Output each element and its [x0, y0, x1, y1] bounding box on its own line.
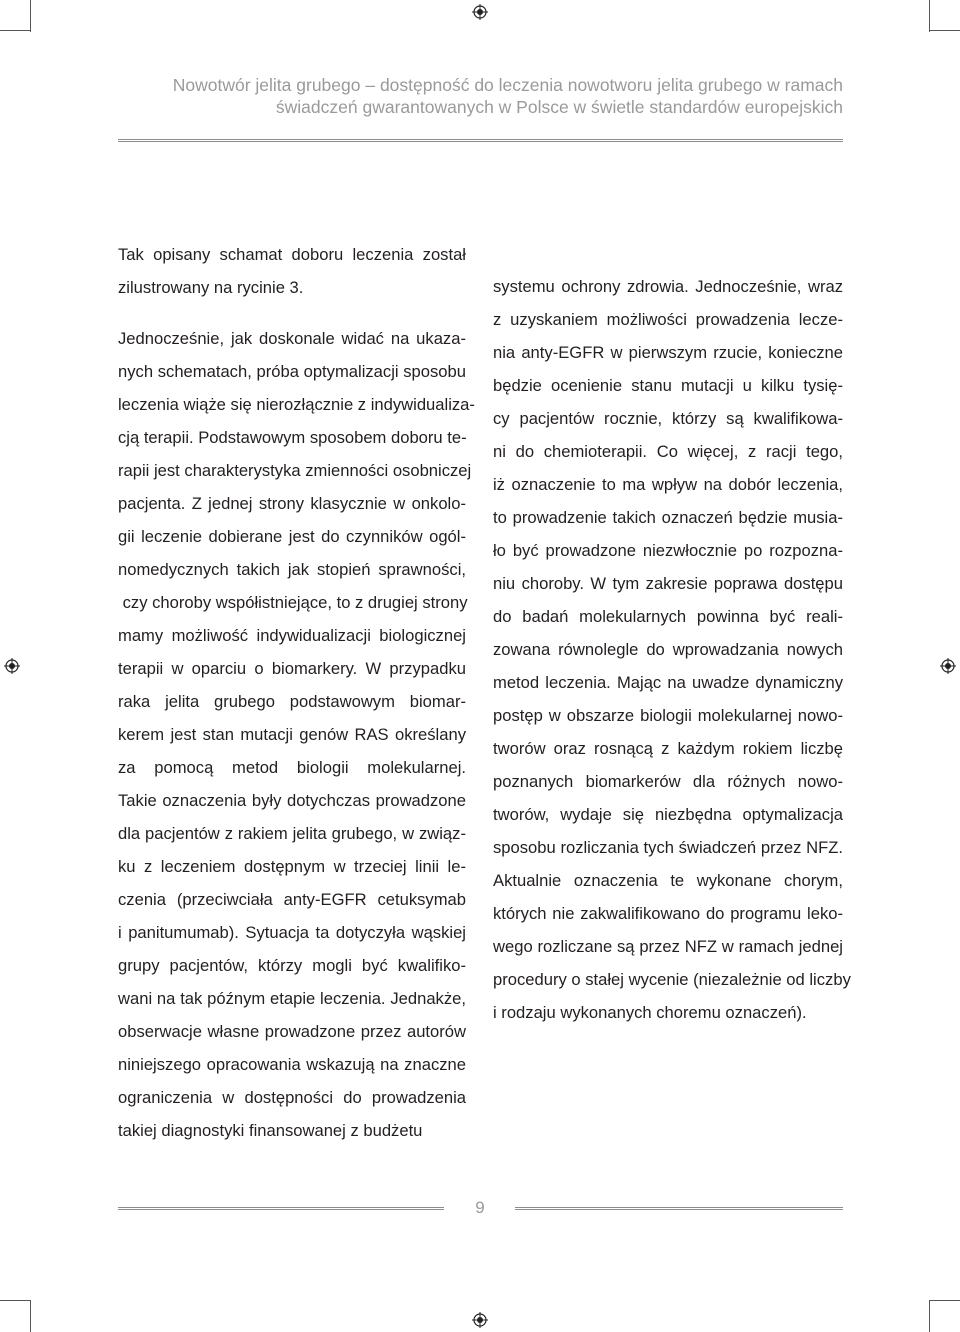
- text-line: wani na tak późnym etapie leczenia. Jednakże,: [118, 989, 466, 1008]
- text-line: ni do chemioterapii. Co więcej, z racji tego,: [493, 442, 843, 461]
- text-line: będzie ocenienie stanu mutacji u kilku tysię-: [493, 376, 843, 395]
- crop-mark: [30, 0, 31, 32]
- text-line: nych schematach, próba optymalizacji sposobu: [118, 362, 466, 381]
- text-line: niu choroby. W tym zakresie poprawa dostępu: [493, 574, 843, 593]
- text-line: Takie oznaczenia były dotychczas prowadzone: [118, 791, 466, 810]
- text-line: kerem jest stan mutacji genów RAS określany: [118, 725, 466, 744]
- text-line: do badań molekularnych powinna być reali-: [493, 607, 843, 626]
- text-line: czenia (przeciwciała anty-EGFR cetuksymab: [118, 890, 466, 909]
- page-number: 9: [475, 1198, 485, 1217]
- crop-mark: [0, 30, 30, 31]
- text-line: leczenia wiąże się nierozłącznie z indywidualiza-: [118, 395, 475, 414]
- text-line: zowana równolegle do wprowadzania nowych: [493, 640, 843, 659]
- text-line: poznanych biomarkerów dla różnych nowo-: [493, 772, 843, 791]
- text-line: nomedycznych takich jak stopień sprawności,: [118, 560, 466, 579]
- text-line: których nie zakwalifikowano do programu leko-: [493, 904, 843, 923]
- text-line: i panitumumab). Sytuacja ta dotyczyła wąskiej: [118, 923, 466, 942]
- text-line: ło być prowadzone niezwłocznie po rozpozna-: [493, 541, 843, 560]
- text-line: dla pacjentów z rakiem jelita grubego, w związ-: [118, 824, 466, 843]
- right-column: [493, 270, 851, 1029]
- text-line: postęp w obszarze biologii molekularnej nowo-: [493, 706, 843, 725]
- header-line: Nowotwór jelita grubego – dostępność do leczenia nowotworu jelita grubego w ramach: [172, 75, 843, 95]
- registration-mark-icon: [4, 658, 20, 674]
- registration-mark-icon: [472, 1312, 488, 1328]
- text-line: niniejszego opracowania wskazują na znaczne: [118, 1055, 466, 1074]
- footer-rule-left: [118, 1207, 444, 1210]
- text-line: z uzyskaniem możliwości prowadzenia lecze-: [493, 310, 843, 329]
- text-line: Tak opisany schamat doboru leczenia został: [118, 245, 466, 264]
- text-line: obserwacje własne prowadzone przez autorów: [118, 1022, 466, 1041]
- crop-mark: [929, 0, 930, 32]
- text-line: terapii w oparciu o biomarkery. W przypadku: [118, 659, 466, 678]
- text-line: mamy możliwość indywidualizacji biologicznej: [118, 626, 466, 645]
- text-line: i rodzaju wykonanych choremu oznaczeń).: [493, 1003, 807, 1022]
- text-line: raka jelita grubego podstawowym biomar-: [118, 692, 466, 711]
- left-column: [118, 238, 475, 1147]
- text-line: Jednocześnie, jak doskonale widać na ukaza-: [118, 329, 466, 348]
- text-line: gii leczenie dobierane jest do czynników ogól-: [118, 527, 466, 546]
- text-line: wego rozliczane są przez NFZ w ramach jednej: [493, 937, 843, 956]
- text-line: sposobu rozliczania tych świadczeń przez NFZ.: [493, 838, 843, 857]
- text-line: iż oznaczenie to ma wpływ na dobór leczenia,: [493, 475, 843, 494]
- text-line: takiej diagnostyki finansowanej z budżetu: [118, 1121, 423, 1140]
- text-line: cy pacjentów rocznie, którzy są kwalifikowa-: [493, 409, 843, 428]
- text-line: zilustrowany na rycinie 3.: [118, 278, 304, 297]
- text-line: tworów oraz rosnącą z każdym rokiem liczbę: [493, 739, 843, 758]
- paragraph-gap: [118, 304, 466, 322]
- text-line: czy choroby współistniejące, to z drugiej strony: [118, 593, 468, 612]
- text-line: procedury o stałej wycenie (niezależnie od liczby: [493, 970, 851, 989]
- text-line: nia anty-EGFR w pierwszym rzucie, konieczne: [493, 343, 843, 362]
- text-line: systemu ochrony zdrowia. Jednocześnie, wraz: [493, 277, 843, 296]
- registration-mark-icon: [472, 4, 488, 20]
- footer-rule-right: [515, 1207, 843, 1210]
- text-line: ograniczenia w dostępności do prowadzenia: [118, 1088, 466, 1107]
- text-line: pacjenta. Z jednej strony klasycznie w onkolo-: [118, 494, 466, 513]
- crop-mark: [30, 1300, 31, 1332]
- running-header: [118, 74, 843, 118]
- text-line: tworów, wydaje się niezbędna optymalizacja: [493, 805, 843, 824]
- text-line: Aktualnie oznaczenia te wykonane chorym,: [493, 871, 843, 890]
- text-line: za pomocą metod biologii molekularnej.: [118, 758, 466, 777]
- crop-mark: [0, 1300, 30, 1301]
- header-line: świadczeń gwarantowanych w Polsce w świetle standardów europejskich: [275, 97, 843, 117]
- text-line: metod leczenia. Mając na uwadze dynamiczny: [493, 673, 843, 692]
- registration-mark-icon: [940, 658, 956, 674]
- header-rule: [118, 139, 843, 142]
- crop-mark: [929, 1300, 930, 1332]
- text-line: grupy pacjentów, którzy mogli być kwalifiko-: [118, 956, 466, 975]
- crop-mark: [930, 30, 960, 31]
- crop-mark: [930, 1300, 960, 1301]
- text-line: to prowadzenie takich oznaczeń będzie musia-: [493, 508, 843, 527]
- text-line: cją terapii. Podstawowym sposobem doboru te-: [118, 428, 467, 447]
- text-line: rapii jest charakterystyka zmienności osobniczej: [118, 461, 472, 480]
- text-line: ku z leczeniem dostępnym w trzeciej linii le-: [118, 857, 466, 876]
